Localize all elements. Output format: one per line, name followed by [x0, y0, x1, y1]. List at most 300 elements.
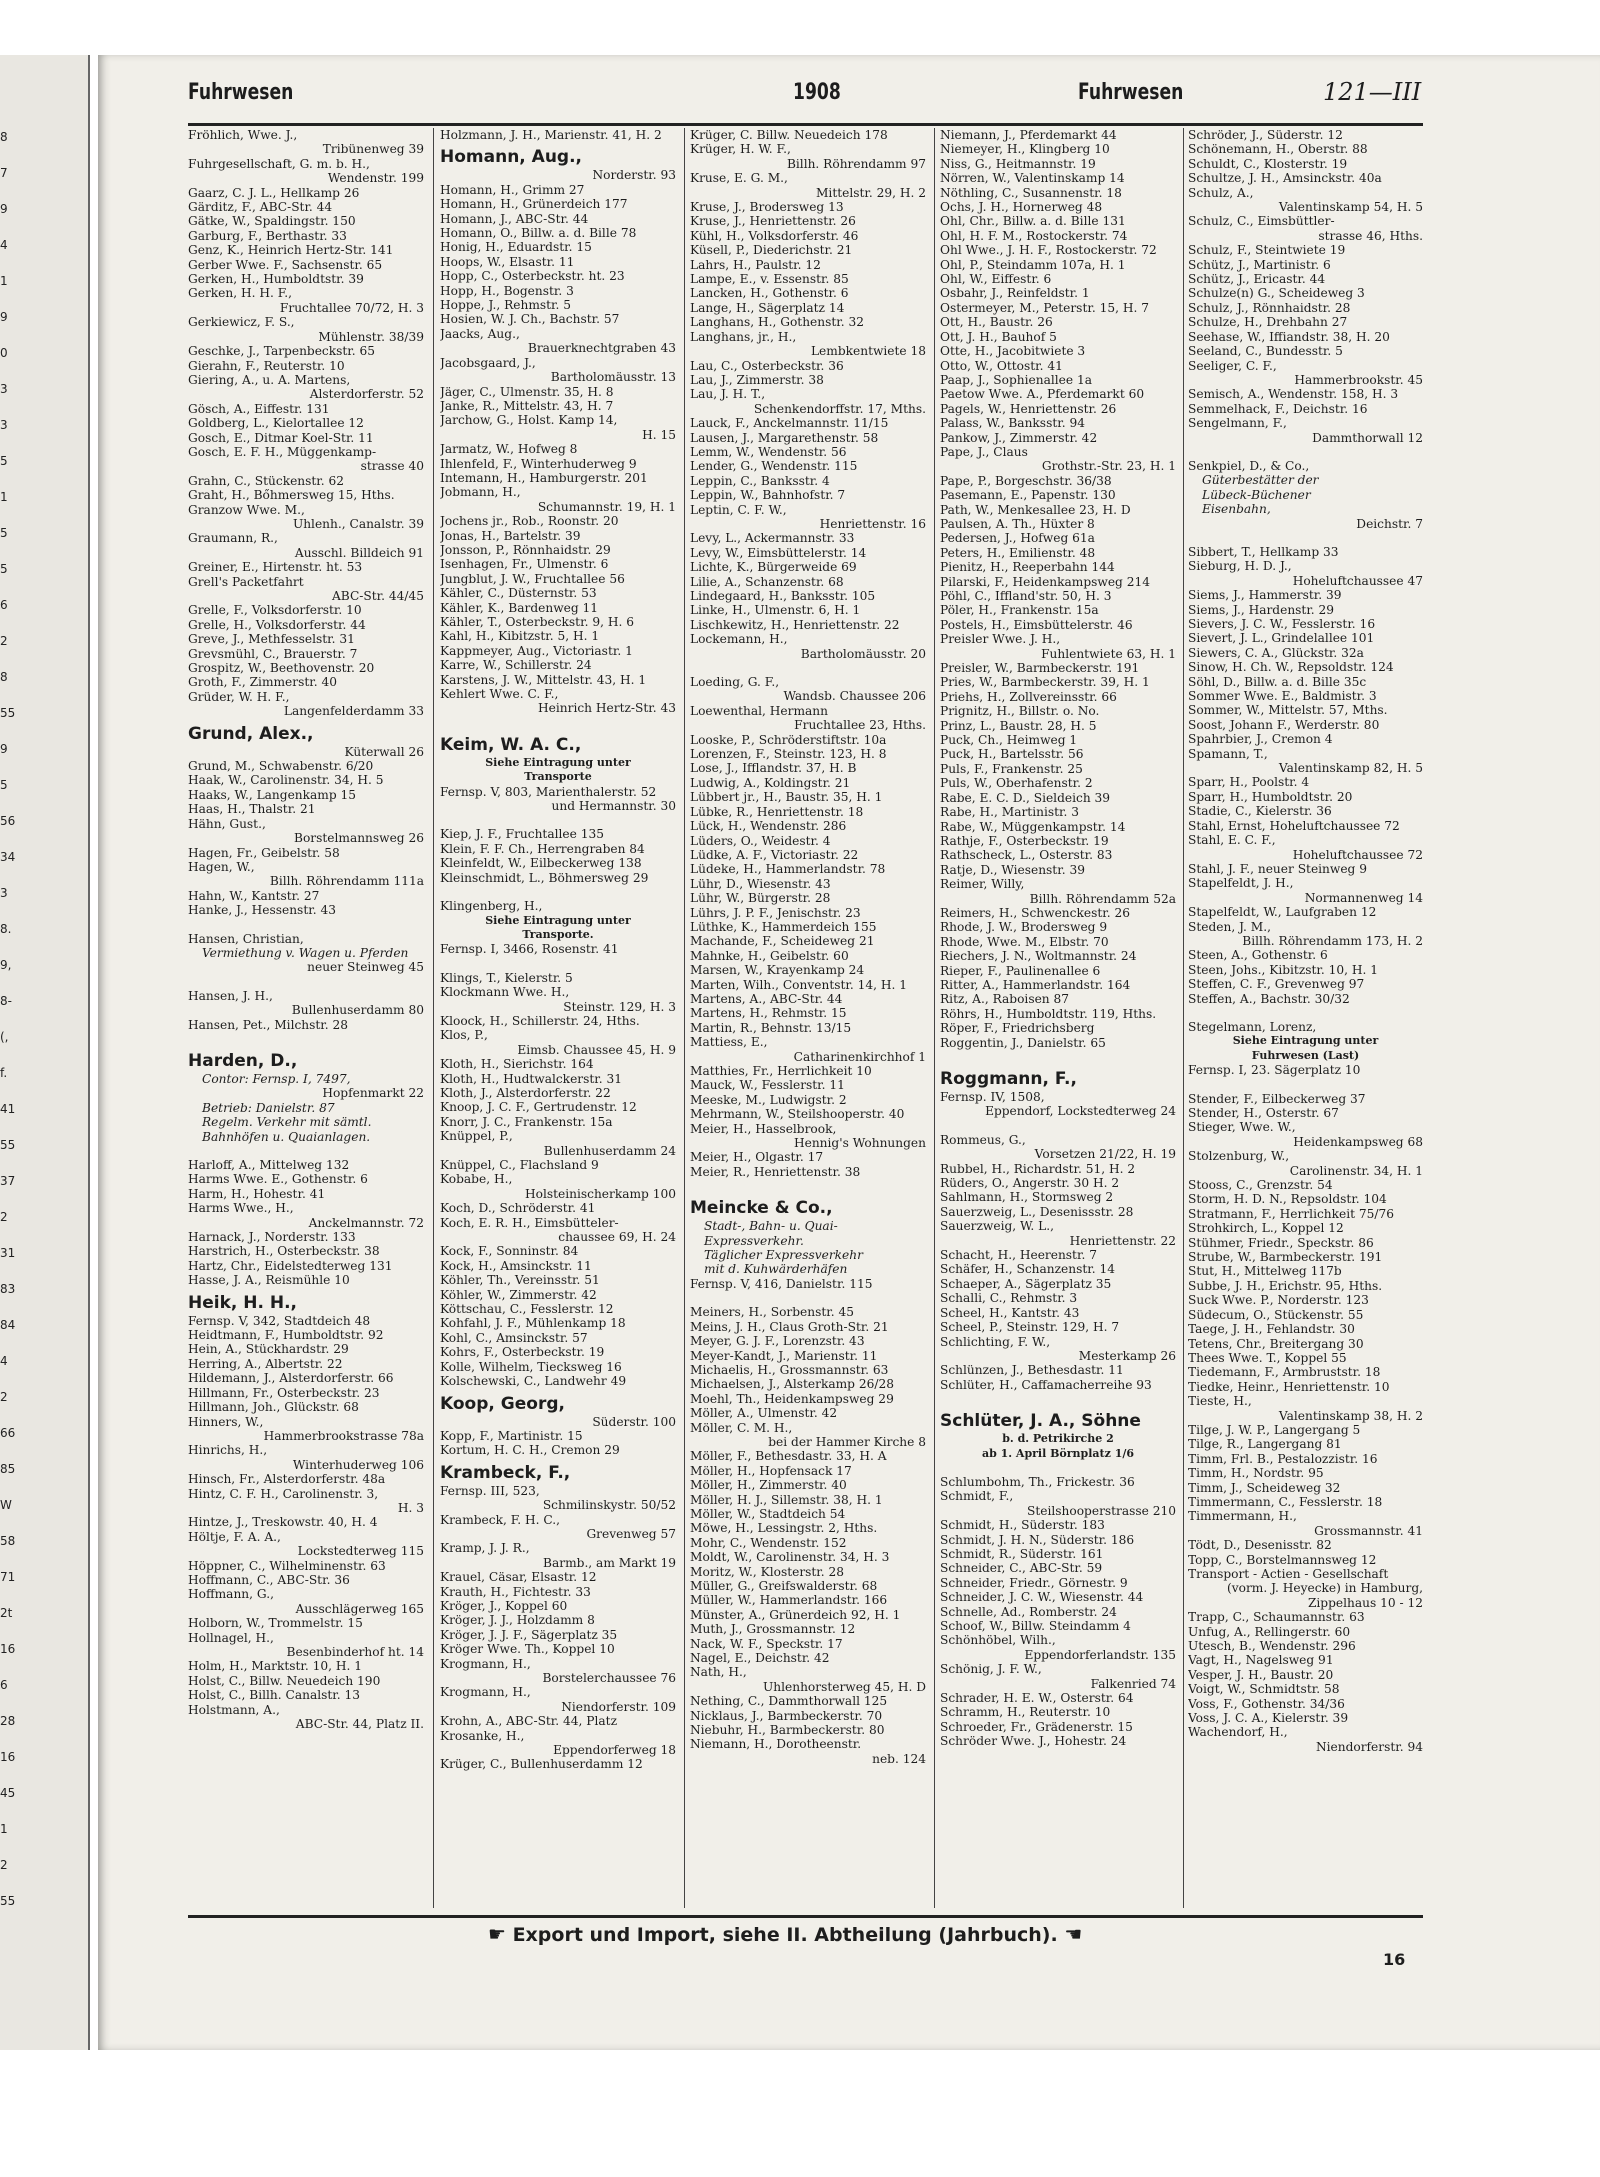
- directory-entry: Hoffmann, C., ABC-Str. 36: [188, 1572, 350, 1587]
- directory-entry: Reimer, Willy,: [940, 877, 1025, 892]
- directory-entry: Krogmann, H.,: [440, 1656, 531, 1671]
- previous-page-fragment: 8: [0, 670, 8, 684]
- directory-entry: Ohl, W., Eiffestr. 6: [940, 272, 1052, 287]
- directory-entry: Jonsson, P., Rönnhaidstr. 29: [440, 542, 611, 557]
- directory-entry: Ohl, P., Steindamm 107a, H. 1: [940, 257, 1126, 272]
- directory-entry: Schmidt, H., Süderstr. 183: [940, 1518, 1105, 1533]
- directory-entry: Schulz, C., Eimsbüttler-: [1188, 214, 1335, 229]
- directory-entry: Leppin, C., Banksstr. 4: [690, 473, 830, 488]
- directory-entry: Stadie, C., Kielerstr. 36: [1188, 804, 1332, 819]
- directory-entry: Regelm. Verkehr mit sämtl.: [202, 1115, 372, 1130]
- directory-entry: Kröger, J. J., Holzdamm 8: [440, 1613, 595, 1628]
- directory-entry: Ausschlägerweg 165: [295, 1601, 424, 1616]
- directory-entry: chaussee 69, H. 24: [558, 1230, 676, 1245]
- previous-page-fragment: 5: [0, 562, 8, 576]
- directory-entry: [940, 1392, 1176, 1406]
- directory-entry: Tödt, D., Desenisstr. 82: [1188, 1538, 1332, 1553]
- directory-entry: Jaacks, Aug.,: [440, 326, 520, 341]
- directory-entry: [1188, 1078, 1423, 1092]
- directory-entry: Lüders, O., Weidestr. 4: [690, 833, 831, 848]
- directory-entry: Kruse, E. G. M.,: [690, 171, 788, 186]
- previous-page-fragment: 0: [0, 346, 8, 360]
- directory-entry: Schulz, A.,: [1188, 185, 1254, 200]
- directory-entry: Hartz, Chr., Eidelstedterweg 131: [188, 1258, 393, 1273]
- directory-entry: Seeliger, C. F.,: [1188, 358, 1277, 373]
- directory-entry: Möller, A., Ulmenstr. 42: [690, 1406, 838, 1421]
- directory-entry: b. d. Petrikirche 2: [1002, 1432, 1114, 1446]
- directory-entry: Schroeder, Fr., Grädenerstr. 15: [940, 1719, 1133, 1734]
- directory-entry: Semmelhack, F., Deichstr. 16: [1188, 401, 1368, 416]
- directory-entry: Möller, F., Bethesdastr. 33, H. A: [690, 1449, 887, 1464]
- directory-entry: Stender, F., Eilbeckerweg 37: [1188, 1091, 1366, 1106]
- directory-entry: Lampe, E., v. Essenstr. 85: [690, 272, 849, 287]
- previous-page-fragment: 5: [0, 526, 8, 540]
- directory-entry: Höppner, C., Wilhelminenstr. 63: [188, 1558, 386, 1573]
- previous-page-fragment: 9: [0, 202, 8, 216]
- directory-entry: Schramm, H., Reuterstr. 10: [940, 1705, 1111, 1720]
- directory-entry: Niendorferstr. 94: [1315, 1739, 1423, 1754]
- directory-entry: Grund, M., Schwabenstr. 6/20: [188, 759, 374, 774]
- directory-entry: Hillmann, Joh., Glückstr. 68: [188, 1400, 359, 1415]
- directory-entry: Küsell, P., Diederichstr. 21: [690, 243, 853, 258]
- directory-entry: Ludwig, A., Koldingstr. 21: [690, 775, 851, 790]
- directory-entry: Ott, H., Baustr. 26: [940, 315, 1053, 330]
- directory-entry: Levy, W., Eimsbüttelerstr. 14: [690, 545, 867, 560]
- directory-entry: Unfug, A., Rellingerstr. 60: [1188, 1624, 1351, 1639]
- previous-page-fragment: 1: [0, 1822, 8, 1836]
- directory-entry: Vesper, J. H., Baustr. 20: [1188, 1667, 1334, 1682]
- directory-entry: Harstrich, H., Osterbeckstr. 38: [188, 1244, 380, 1259]
- directory-entry: Graumann, R.,: [188, 531, 278, 546]
- directory-entry: Soost, Johann F., Werderstr. 80: [1188, 717, 1380, 732]
- directory-entry: Mühlenstr. 38/39: [318, 329, 424, 344]
- directory-entry: Rhode, Wwe. M., Elbstr. 70: [940, 934, 1109, 949]
- directory-entry: Expressverkehr.: [704, 1233, 804, 1248]
- directory-entry: Priehs, H., Zollvereinsstr. 66: [940, 689, 1117, 704]
- directory-entry: Fernsp. V, 342, Stadtdeich 48: [188, 1313, 371, 1328]
- directory-entry: Schönhöbel, Wilh.,: [940, 1633, 1056, 1648]
- directory-entry: Eppendorf, Lockstedterweg 24: [985, 1104, 1176, 1119]
- directory-entry: Meins, J. H., Claus Groth-Str. 21: [690, 1319, 889, 1334]
- previous-page-fragment: 34: [0, 850, 16, 864]
- directory-entry: Schlünzen, J., Bethesdastr. 11: [940, 1363, 1124, 1378]
- directory-entry: Carolinenstr. 34, H. 1: [1289, 1163, 1423, 1178]
- directory-entry: Söhl, D., Billw. a. d. Bille 35c: [1188, 674, 1367, 689]
- column-divider: [684, 128, 685, 1908]
- directory-entry: Rabe, E. C. D., Sieldeich 39: [940, 790, 1111, 805]
- directory-entry: Holzmann, J. H., Marienstr. 41, H. 2: [440, 128, 662, 142]
- directory-entry: Ausschl. Billdeich 91: [294, 545, 424, 560]
- directory-entry: Granzow Wwe. M.,: [188, 502, 305, 517]
- directory-entry: Transporte.: [522, 927, 594, 941]
- directory-entry: Sieburg, H. D. J.,: [1188, 559, 1292, 574]
- directory-entry: Münster, A., Grünerdeich 92, H. 1: [690, 1607, 901, 1622]
- directory-entry: Ostermeyer, M., Peterstr. 15, H. 7: [940, 300, 1149, 315]
- directory-entry: Kähler, C., Düsternstr. 53: [440, 586, 597, 601]
- directory-entry: Knüppel, P.,: [440, 1129, 513, 1144]
- directory-entry: Scheel, H., Kantstr. 43: [940, 1305, 1080, 1320]
- directory-entry: Valentinskamp 54, H. 5: [1278, 200, 1423, 215]
- directory-entry: Hillmann, Fr., Osterbeckstr. 23: [188, 1385, 380, 1400]
- directory-entry: [690, 1179, 926, 1193]
- directory-entry: Transporte: [524, 770, 592, 784]
- firm-heading: Meincke & Co.,: [690, 1198, 833, 1219]
- directory-entry: Siehe Eintragung unter: [485, 913, 631, 927]
- directory-entry: Kock, H., Amsinckstr. 11: [440, 1258, 592, 1273]
- directory-entry: Kähler, T., Osterbeckstr. 9, H. 6: [440, 615, 634, 629]
- directory-entry: Jarchow, G., Holst. Kamp 14,: [440, 413, 618, 428]
- directory-entry: Stieger, Wwe. W.,: [1188, 1120, 1296, 1135]
- directory-entry: Sommer, W., Mittelstr. 57, Mths.: [1188, 703, 1388, 718]
- directory-entry: Klos, P.,: [440, 1028, 488, 1043]
- directory-entry: Hosien, W. J. Ch., Bachstr. 57: [440, 312, 620, 327]
- directory-entry: Harloff, A., Mittelweg 132: [188, 1158, 350, 1172]
- directory-entry: Wandsb. Chaussee 206: [783, 689, 926, 704]
- directory-entry: Bartholomäusstr. 13: [550, 370, 676, 385]
- directory-entry: Hähn, Gust.,: [188, 816, 266, 831]
- directory-entry: Grahn, C., Stückenstr. 62: [188, 473, 345, 488]
- directory-entry: Holst, C., Billh. Canalstr. 13: [188, 1688, 361, 1703]
- directory-entry: Schütz, J., Martinistr. 6: [1188, 257, 1331, 272]
- directory-entry: Fuhlentwiete 63, H. 1: [1041, 646, 1176, 661]
- directory-entry: Contor: Fernsp. I, 7497,: [202, 1071, 351, 1086]
- directory-entry: Trapp, C., Schaumannstr. 63: [1188, 1610, 1365, 1625]
- directory-entry: Kramp, J. J. R.,: [440, 1541, 530, 1556]
- directory-entry: Kohfahl, J. F., Mühlenkamp 18: [440, 1316, 626, 1331]
- directory-entry: Giering, A., u. A. Martens,: [188, 372, 351, 387]
- directory-entry: Stegelmann, Lorenz,: [1188, 1019, 1317, 1034]
- directory-entry: Nöthling, C., Susannenstr. 18: [940, 185, 1122, 200]
- directory-entry: Kruse, J., Brodersweg 13: [690, 200, 844, 215]
- directory-entry: Siems, J., Hammerstr. 39: [1188, 588, 1342, 603]
- directory-entry: Karstens, J. W., Mittelstr. 43, H. 1: [440, 672, 647, 687]
- previous-page-fragment: 85: [0, 1462, 16, 1476]
- directory-entry: Lauck, F., Anckelmannstr. 11/15: [690, 416, 889, 431]
- directory-entry: Sahlmann, H., Stormsweg 2: [940, 1190, 1114, 1205]
- directory-entry: Schacht, H., Heerenstr. 7: [940, 1248, 1097, 1263]
- column-divider: [934, 128, 935, 1908]
- previous-page-fragment: 2: [0, 1390, 8, 1404]
- directory-entry: Harms Wwe. E., Gothenstr. 6: [188, 1172, 368, 1187]
- directory-entry: [188, 1144, 424, 1158]
- previous-page-fragment: 84: [0, 1318, 16, 1332]
- directory-entry: Levy, L., Ackermannstr. 33: [690, 531, 855, 546]
- directory-entry: Sinow, H. Ch. W., Repsoldstr. 124: [1188, 660, 1394, 675]
- previous-page-fragment: 2t: [0, 1606, 13, 1620]
- directory-entry: Preisler, W., Barmbeckerstr. 191: [940, 661, 1140, 676]
- previous-page-fragment: 9: [0, 742, 8, 756]
- directory-entry: Looske, P., Schröderstiftstr. 10a: [690, 732, 887, 747]
- directory-entry: Mehrmann, W., Steilshooperstr. 40: [690, 1107, 905, 1122]
- directory-entry: Palass, W., Banksstr. 94: [940, 416, 1085, 431]
- directory-entry: Lembkentwiete 18: [810, 344, 926, 359]
- directory-entry: Kappmeyer, Aug., Victoriastr. 1: [440, 643, 633, 658]
- directory-entry: Rieper, F., Paulinenallee 6: [940, 963, 1101, 978]
- directory-entry: Köhler, W., Zimmerstr. 42: [440, 1287, 597, 1302]
- directory-entry: Kloth, H., Hudtwalckerstr. 31: [440, 1071, 623, 1086]
- directory-entry: Schmilinskystr. 50/52: [542, 1498, 676, 1513]
- directory-entry: Tilge, J. W. P., Langergang 5: [1188, 1422, 1361, 1437]
- directory-entry: [440, 957, 676, 971]
- directory-entry: Schultze, J. H., Amsinckstr. 40a: [1188, 171, 1382, 186]
- directory-entry: Herring, A., Albertstr. 22: [188, 1356, 343, 1371]
- directory-entry: Lüdke, A. F., Victoriastr. 22: [690, 847, 859, 862]
- directory-entry: Kloock, H., Schillerstr. 24, Hths.: [440, 1013, 640, 1028]
- directory-entry: Haak, W., Carolinenstr. 34, H. 5: [188, 773, 384, 788]
- previous-page-fragment: 9,: [0, 958, 12, 972]
- directory-entry: Steffen, C. F., Grevenweg 97: [1188, 977, 1365, 992]
- header-year: 1908: [793, 80, 841, 105]
- directory-entry: Mauck, W., Fesslerstr. 11: [690, 1078, 845, 1093]
- previous-page-fragment: 3: [0, 382, 8, 396]
- directory-entry: Hintz, C. F. H., Carolinenstr. 3,: [188, 1486, 379, 1501]
- directory-entry: Lemm, W., Wendenstr. 56: [690, 444, 847, 459]
- directory-entry: Knorr, J. C., Frankenstr. 15a: [440, 1114, 613, 1129]
- previous-page-fragment: 37: [0, 1174, 16, 1188]
- directory-entry: Schneider, C., ABC-Str. 59: [940, 1561, 1103, 1576]
- directory-entry: Niss, G., Heitmannstr. 19: [940, 156, 1096, 171]
- directory-entry: Matthies, Fr., Herrlichkeit 10: [690, 1064, 872, 1078]
- directory-entry: Fuhrwesen (Last): [1251, 1048, 1360, 1062]
- previous-page-fragment: 3: [0, 886, 8, 900]
- directory-entry: Hinsch, Fr., Alsterdorferstr. 48a: [188, 1472, 386, 1487]
- previous-page-fragment: 5: [0, 454, 8, 468]
- column-3: [690, 128, 926, 1908]
- running-header: [188, 80, 1423, 120]
- directory-entry: Schütz, J., Ericastr. 44: [1188, 272, 1326, 287]
- directory-entry: Kohrs, F., Osterbeckstr. 19: [440, 1345, 605, 1360]
- directory-entry: Ott, J. H., Bauhof 5: [940, 329, 1057, 344]
- directory-entry: Röhrs, H., Humboldtstr. 119, Hths.: [940, 1006, 1157, 1021]
- firm-heading: Roggmann, F.,: [940, 1069, 1077, 1089]
- directory-entry: Holst, C., Billw. Neuedeich 190: [188, 1673, 381, 1688]
- directory-entry: Geschke, J., Tarpenbeckstr. 65: [188, 344, 376, 359]
- previous-page-fragment: 31: [0, 1246, 16, 1260]
- directory-entry: Hintze, J., Treskowstr. 40, H. 4: [188, 1515, 378, 1530]
- directory-entry: Storm, H. D. N., Repsoldstr. 104: [1188, 1192, 1387, 1207]
- directory-entry: Schulz, F., Steintwiete 19: [1188, 243, 1346, 258]
- directory-entry: Kröger Wwe. Th., Koppel 10: [440, 1642, 615, 1657]
- directory-entry: Tieste, H.,: [1188, 1394, 1252, 1409]
- directory-entry: Ritz, A., Raboisen 87: [940, 992, 1070, 1007]
- directory-entry: Langenfelderdamm 33: [283, 704, 424, 719]
- previous-page-fragment: 71: [0, 1570, 16, 1584]
- directory-entry: Spahrbier, J., Cremon 4: [1188, 732, 1333, 747]
- directory-entry: Haas, H., Thalstr. 21: [188, 802, 316, 817]
- directory-entry: Müller, W., Hammerlandstr. 166: [690, 1593, 888, 1608]
- directory-entry: [940, 1461, 1176, 1475]
- directory-entry: Meyer, G. J. F., Lorenzstr. 43: [690, 1334, 865, 1349]
- directory-entry: Martin, R., Behnstr. 13/15: [690, 1020, 852, 1035]
- directory-entry: Lockstedterweg 115: [297, 1544, 424, 1559]
- directory-entry: Schmidt, F.,: [940, 1489, 1014, 1504]
- previous-page-fragment: W: [0, 1498, 12, 1512]
- directory-entry: Schröder Wwe. J., Hohestr. 24: [940, 1734, 1127, 1749]
- firm-heading: Keim, W. A. C.,: [440, 734, 582, 755]
- previous-page-fragment: 8: [0, 130, 8, 144]
- directory-entry: Kehlert Wwe. C. F.,: [440, 687, 559, 702]
- directory-entry: Uhlenhorsterweg 45, H. D: [762, 1679, 926, 1694]
- directory-entry: Hanke, J., Hessenstr. 43: [188, 903, 336, 918]
- directory-entry: Anckelmannstr. 72: [308, 1215, 424, 1230]
- directory-entry: Steinstr. 129, H. 3: [563, 999, 676, 1014]
- directory-entry: Kröger, J. J. F., Sägerplatz 35: [440, 1627, 618, 1642]
- directory-entry: Path, W., Menkesallee 23, H. D: [940, 502, 1131, 517]
- directory-entry: Lange, H., Sägerplatz 14: [690, 300, 845, 315]
- directory-entry: Meier, H., Hasselbrook,: [690, 1121, 837, 1136]
- directory-entry: Vorsetzen 21/22, H. 19: [1034, 1147, 1176, 1162]
- directory-entry: Lender, G., Wendenstr. 115: [690, 459, 858, 474]
- previous-page-fragment: 1: [0, 490, 8, 504]
- directory-entry: Grospitz, W., Beethovenstr. 20: [188, 661, 375, 676]
- directory-entry: Fruchtallee 70/72, H. 3: [279, 300, 424, 315]
- directory-entry: Fröhlich, Wwe. J.,: [188, 128, 298, 142]
- directory-entry: Niebuhr, H., Barmbeckerstr. 80: [690, 1723, 885, 1738]
- directory-entry: Lau, J. H. T.,: [690, 387, 766, 402]
- directory-entry: Michaelsen, J., Alsterkamp 26/28: [690, 1377, 894, 1392]
- directory-entry: Täglicher Expressverkehr: [704, 1248, 863, 1263]
- directory-entry: Genz, K., Heinrich Hertz-Str. 141: [188, 243, 394, 258]
- directory-entry: Billh. Röhrendamm 52a: [1029, 891, 1176, 906]
- directory-entry: Mattiess, E.,: [690, 1035, 768, 1050]
- directory-entry: Moritz, W., Klosterstr. 28: [690, 1564, 845, 1579]
- page-number: 16: [1383, 1950, 1406, 1969]
- directory-entry: Hansen, Christian,: [188, 931, 304, 946]
- directory-entry: Riechers, J. N., Woltmannstr. 24: [940, 949, 1137, 964]
- directory-entry: Borstelerchaussee 76: [542, 1671, 676, 1685]
- directory-entry: Holborn, W., Trommelstr. 15: [188, 1616, 363, 1631]
- directory-entry: [1188, 1006, 1423, 1020]
- column-5: [1188, 128, 1423, 1908]
- directory-entry: Kobabe, H.,: [440, 1172, 513, 1187]
- directory-entry: Nath, H.,: [690, 1665, 747, 1680]
- firm-heading: Koop, Georg,: [440, 1393, 565, 1414]
- directory-entry: Graht, H., Bőhmersweg 15, Hths.: [188, 488, 395, 503]
- directory-entry: Kühl, H., Volksdorferstr. 46: [690, 228, 859, 243]
- directory-entry: Heidenkampsweg 68: [1293, 1134, 1423, 1149]
- directory-entry: Paulsen, A. Th., Hüxter 8: [940, 516, 1095, 531]
- directory-entry: neb. 124: [872, 1751, 926, 1766]
- directory-entry: Fernsp. V, 803, Marienthalerstr. 52: [440, 784, 657, 799]
- directory-entry: Ochs, J. H., Hornerweg 48: [940, 200, 1103, 215]
- directory-entry: Intemann, H., Hamburgerstr. 201: [440, 470, 648, 485]
- directory-entry: Krohn, A., ABC-Str. 44, Platz: [440, 1714, 617, 1729]
- directory-entry: ABC-Str. 44, Platz II.: [295, 1717, 424, 1732]
- directory-entry: Utesch, B., Wendenstr. 296: [1188, 1639, 1356, 1654]
- directory-entry: Linke, H., Ulmenstr. 6, H. 1: [690, 603, 861, 618]
- directory-entry: Homann, J., ABC-Str. 44: [440, 211, 589, 226]
- directory-entry: Süderstr. 100: [592, 1414, 676, 1429]
- directory-entry: Kähler, K., Bardenweg 11: [440, 600, 599, 615]
- directory-entry: Lübke, R., Henriettenstr. 18: [690, 804, 864, 819]
- directory-entry: Pilarski, F., Heidenkampsweg 214: [940, 574, 1151, 589]
- directory-entry: Kolschewski, C., Landwehr 49: [440, 1374, 627, 1389]
- directory-entry: Bartholomäusstr. 20: [800, 646, 926, 661]
- directory-entry: Schlüter, H., Caffamacherreihe 93: [940, 1377, 1152, 1392]
- directory-entry: Subbe, J. H., Erichstr. 95, Hths.: [1188, 1278, 1383, 1293]
- directory-entry: und Hermannstr. 30: [551, 799, 676, 814]
- directory-entry: Steden, J. M.,: [1188, 919, 1271, 934]
- directory-entry: Norderstr. 93: [592, 168, 676, 183]
- previous-page-fragment: 5: [0, 778, 8, 792]
- previous-page-fragment: f.: [0, 1066, 8, 1080]
- firm-heading: Homann, Aug.,: [440, 147, 583, 168]
- directory-entry: Ohl, Chr., Billw. a. d. Bille 131: [940, 214, 1126, 229]
- directory-entry: Lührs, J. P. F., Jenischstr. 23: [690, 905, 861, 920]
- directory-entry: Pape, P., Borgeschstr. 36/38: [940, 473, 1112, 488]
- directory-entry: Schönemann, H., Oberstr. 88: [1188, 142, 1368, 157]
- directory-entry: Tilge, R., Langergang 81: [1188, 1437, 1342, 1452]
- directory-entry: Gerkiewicz, F. S.,: [188, 315, 295, 330]
- directory-entry: Schlichting, F. W.,: [940, 1334, 1051, 1349]
- directory-entry: Niemann, H., Dorotheenstr.: [690, 1737, 862, 1752]
- directory-entry: Alsterdorferstr. 52: [309, 387, 424, 402]
- directory-entry: Rommeus, G.,: [940, 1132, 1026, 1147]
- directory-entry: Lausen, J., Margarethenstr. 58: [690, 430, 879, 445]
- directory-entry: Borstelmannsweg 26: [294, 831, 424, 846]
- directory-entry: Krüger, C., Bullenhuserdamm 12: [440, 1757, 643, 1772]
- directory-entry: Schneider, J. C. W., Wiesenstr. 44: [940, 1590, 1144, 1605]
- directory-entry: Siehe Eintragung unter: [485, 755, 631, 769]
- directory-entry: Ratje, D., Wiesenstr. 39: [940, 862, 1085, 877]
- previous-page-fragment: 2: [0, 634, 8, 648]
- previous-page-fragment: (,: [0, 1030, 9, 1044]
- directory-entry: Harnack, J., Norderstr. 133: [188, 1230, 356, 1245]
- directory-entry: Goldberg, L., Kielortallee 12: [188, 416, 364, 431]
- directory-entry: Knoop, J. C. F., Gertrudenstr. 12: [440, 1100, 637, 1115]
- directory-entry: Otto, W., Ottostr. 41: [940, 358, 1063, 373]
- directory-entry: Meeske, M., Ludwigstr. 2: [690, 1092, 847, 1107]
- directory-entry: Jungblut, J. W., Fruchtallee 56: [440, 571, 625, 586]
- directory-entry: Hansen, Pet., Milchstr. 28: [188, 1017, 349, 1032]
- directory-entry: Pienitz, H., Reeperbahn 144: [940, 560, 1115, 575]
- directory-entry: Senkpiel, D., & Co.,: [1188, 458, 1310, 473]
- directory-entry: Uhlenh., Canalstr. 39: [292, 516, 424, 531]
- directory-entry: Bullenhuserdamm 24: [543, 1143, 676, 1158]
- directory-entry: Karre, W., Schillerstr. 24: [440, 658, 592, 673]
- directory-entry: Rabe, W., Müggenkampstr. 14: [940, 819, 1126, 834]
- directory-entry: Jochens jr., Rob., Roonstr. 20: [440, 514, 619, 529]
- directory-entry: Klings, T., Kielerstr. 5: [440, 970, 573, 985]
- directory-entry: Klockmann Wwe. H.,: [440, 985, 570, 1000]
- directory-entry: Lichte, K., Bürgerweide 69: [690, 560, 857, 575]
- previous-page-fragment: 6: [0, 1678, 8, 1692]
- directory-entry: ab 1. April Börnplatz 1/6: [981, 1446, 1135, 1460]
- column-4: [940, 128, 1176, 1908]
- directory-entry: Normannenweg 14: [1304, 890, 1423, 905]
- directory-entry: Hein, A., Stückhardstr. 29: [188, 1342, 349, 1357]
- column-divider: [433, 128, 434, 1908]
- directory-entry: Eisenbahn,: [1202, 502, 1271, 517]
- directory-entry: Homann, H., Grimm 27: [440, 182, 585, 197]
- directory-entry: Jacobsgaard, J.,: [440, 355, 536, 370]
- directory-entry: Taege, J. H., Fehlandstr. 30: [1188, 1322, 1355, 1337]
- directory-entry: [1188, 445, 1423, 459]
- directory-entry: strasse 46, Hths.: [1318, 228, 1423, 243]
- directory-entry: Stahl, E. C. F.,: [1188, 833, 1276, 848]
- directory-entry: Eppendorferlandstr. 135: [1024, 1647, 1176, 1662]
- directory-entry: Scheel, P., Steinstr. 129, H. 7: [940, 1320, 1120, 1335]
- directory-entry: Krauth, H., Fichtestr. 33: [440, 1584, 591, 1599]
- directory-entry: Rathje, F., Osterbeckstr. 19: [940, 833, 1109, 848]
- directory-entry: Nörren, W., Valentinskamp 14: [940, 171, 1125, 186]
- directory-entry: Röper, F., Friedrichsberg: [940, 1021, 1095, 1036]
- previous-page-fragment: 4: [0, 1354, 8, 1368]
- directory-entry: [188, 918, 424, 932]
- directory-entry: Kock, F., Sonninstr. 84: [440, 1244, 579, 1259]
- directory-entry: Ohl Wwe., J. H. F., Rostockerstr. 72: [940, 243, 1157, 258]
- directory-entry: Möller, H. J., Sillemstr. 38, H. 1: [690, 1492, 883, 1507]
